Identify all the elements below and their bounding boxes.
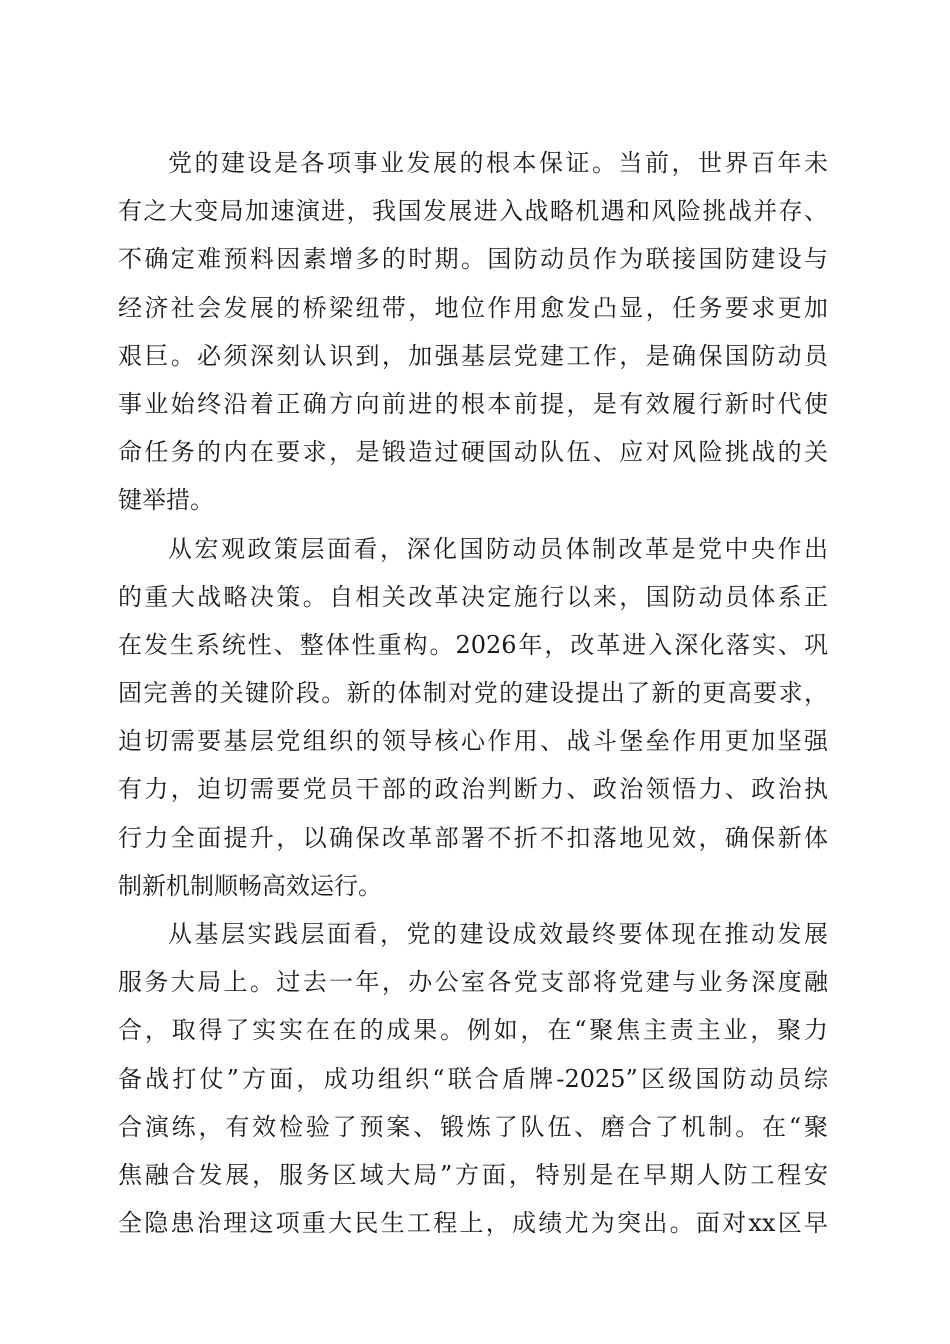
text-line: 合演练，有效检验了预案、锻炼了队伍、磨合了机制。在“聚 [118,1112,828,1141]
text-line: 有力，迫切需要党员干部的政治判断力、政治领悟力、政治执 [118,775,828,804]
document-body [118,139,828,1247]
text-line: 键举措。 [118,486,214,515]
text-line: 行力全面提升，以确保改革部署不折不扣落地见效，确保新体 [118,823,828,852]
paragraph-2 [118,525,828,911]
text-line: 的重大战略决策。自相关改革决定施行以来，国防动员体系正 [118,582,828,611]
text-line: 事业始终沿着正确方向前进的根本前提，是有效履行新时代使 [118,389,828,418]
text-line: 备战打仗”方面，成功组织“联合盾牌-2025”区级国防动员综 [118,1064,828,1093]
text-line: 有之大变局加速演进，我国发展进入战略机遇和风险挑战并存、 [118,197,828,226]
text-line: 焦融合发展，服务区域大局”方面，特别是在早期人防工程安 [118,1160,828,1189]
text-line: 不确定难预料因素增多的时期。国防动员作为联接国防建设与 [118,245,828,274]
paragraph-3 [118,910,828,1247]
text-line: 迫切需要基层党组织的领导核心作用、战斗堡垒作用更加坚强 [118,727,828,756]
text-line: 命任务的内在要求，是锻造过硬国动队伍、应对风险挑战的关 [118,438,828,467]
text-line: 从基层实践层面看，党的建设成效最终要体现在推动发展 [168,920,828,948]
paragraph-1 [118,139,828,525]
text-line: 经济社会发展的桥梁纽带，地位作用愈发凸显，任务要求更加 [118,293,828,322]
text-line: 在发生系统性、整体性重构。2026年，改革进入深化落实、巩 [118,630,828,659]
text-line: 制新机制顺畅高效运行。 [118,871,382,900]
text-line: 全隐患治理这项重大民生工程上，成绩尤为突出。面对xx区早 [118,1209,828,1238]
text-line: 合，取得了实实在在的成果。例如，在“聚焦主责主业，聚力 [118,1016,828,1045]
text-line: 党的建设是各项事业发展的根本保证。当前，世界百年未 [168,149,828,177]
text-line: 固完善的关键阶段。新的体制对党的建设提出了新的更高要求， [118,679,828,708]
text-line: 艰巨。必须深刻认识到，加强基层党建工作，是确保国防动员 [118,341,828,370]
text-line: 服务大局上。过去一年，办公室各党支部将党建与业务深度融 [118,968,828,997]
text-line: 从宏观政策层面看，深化国防动员体制改革是党中央作出 [168,534,828,563]
